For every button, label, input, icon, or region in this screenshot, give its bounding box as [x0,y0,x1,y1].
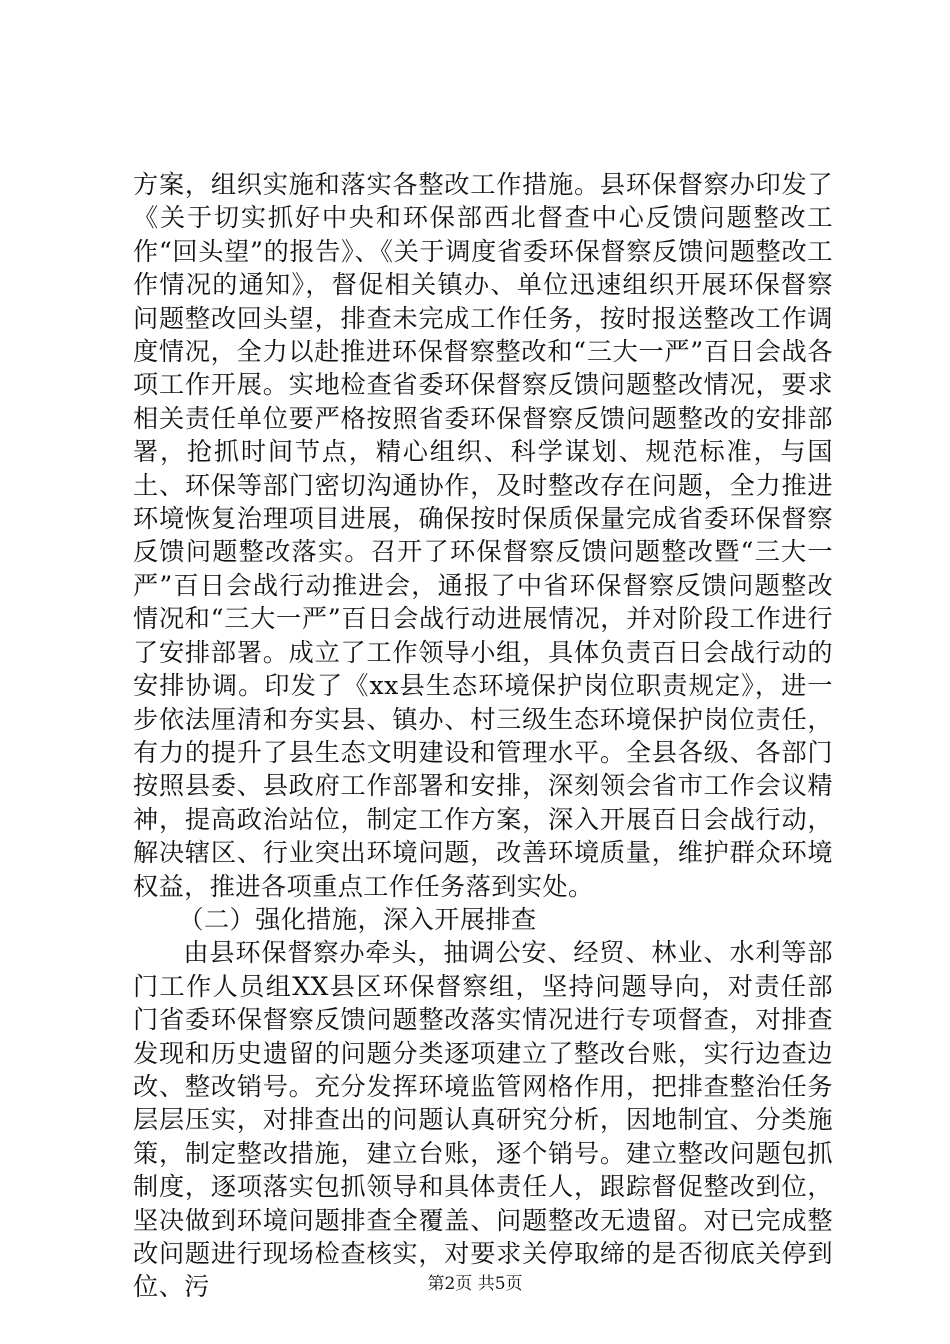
paragraph-continuation: 方案，组织实施和落实各整改工作措施。县环保督察办印发了《关于切实抓好中央和环保部西北督查中心反馈问题整改工作“回头望”的报告》、《关于调度省委环保督察反馈问题整改工作情况的通知》，督促相关镇办、单位迅速组织开展环保督察问题整改回头望，排查未完成工作任务，按时报送整改工作调度情况，全力以赴推进环保督察整改和“三大一严”百日会战各项工作开展。实地检查省委环保督察反馈问题整改情况，要求相关责任单位要严格按照省委环保督察反馈问题整改的安排部署，抢抓时间节点，精心组织、科学谋划、规范标准，与国土、环保等部门密切沟通协作，及时整改存在问题，全力推进环境恢复治理项目进展，确保按时保质保量完成省委环保督察反馈问题整改落实。召开了环保督察反馈问题整改暨“三大一严”百日会战行动推进会，通报了中省环保督察反馈问题整改情况和“三大一严”百日会战行动进展情况，并对阶段工作进行了安排部署。成立了工作领导小组，具体负责百日会战行动的安排协调。印发了《xx县生态环境保护岗位职责规定》，进一步依法厘清和夯实县、镇办、村三级生态环境保护岗位责任，有力的提升了县生态文明建设和管理水平。全县各级、各部门按照县委、县政府工作部署和安排，深刻领会省市工作会议精神，提高政治站位，制定工作方案，深入开展百日会战行动，解决辖区、行业突出环境问题，改善环境质量，维护群众环境权益，推进各项重点工作任务落到实处。 [133,170,833,901]
section-heading: （二）强化措施，深入开展排查 [178,904,537,934]
document-body [133,168,833,1304]
page-footer: 第2页 共5页 [427,1274,523,1294]
paragraph-body: 由县环保督察办牵头，抽调公安、经贸、林业、水利等部门工作人员组XX县区环保督察组，坚持问题导向，对责任部门省委环保督察反馈问题整改落实情况进行专项督查，对排查发现和历史遗留的问题分类逐项建立了整改台账，实行边查边改、整改销号。充分发挥环境监管网格作用，把排查整治任务层层压实，对排查出的问题认真研究分析，因地制宜、分类施策，制定整改措施，建立台账，逐个销号。建立整改问题包抓制度，逐项落实包抓领导和具体责任人，跟踪督促整改到位，坚决做到环境问题排查全覆盖、问题整改无遗留。对已完成整改问题进行现场检查核实，对要求关停取缔的是否彻底关停到位、污 [133,938,833,1302]
